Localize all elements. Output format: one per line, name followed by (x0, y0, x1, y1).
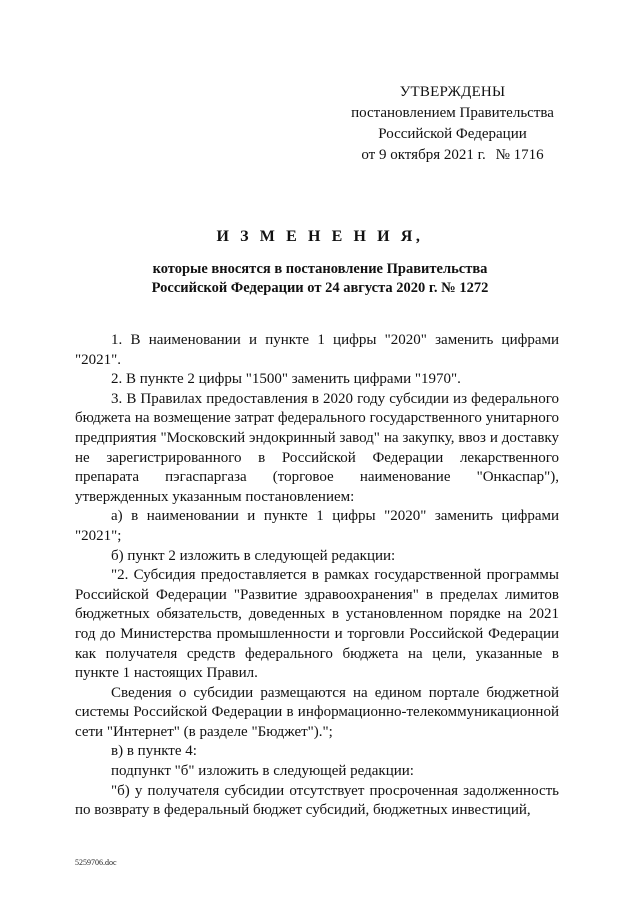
paragraph-2: 2. В пункте 2 цифры "1500" заменить цифрами "1970". (111, 371, 461, 388)
document-title: И З М Е Н Е Н И Я, (216, 228, 424, 245)
footer-filename: 5259706.doc (75, 858, 117, 867)
paragraph-3c-sub: подпункт "б" изложить в следующей редакции: (111, 763, 414, 780)
paragraph-3c-text: "б) у получателя субсидии отсутствует просроченная задолженность по возврату в федеральный бюджет субсидий, бюджетных инвестиций, (75, 782, 559, 819)
approved-label: УТВЕРЖДЕНЫ (399, 84, 506, 100)
document-subtitle (60, 260, 580, 298)
paragraph-3c: в) в пункте 4: (111, 743, 197, 760)
document-heading (60, 226, 580, 298)
paragraph-1: 1. В наименовании и пункте 1 цифры "2020" заменить цифрами "2021". (75, 332, 559, 368)
subtitle-line-2: Российской Федерации от 24 августа 2020 г. № 1272 (151, 280, 489, 296)
paragraph-3a: а) в наименовании и пункте 1 цифры "2020" заменить цифрами "2021"; (75, 508, 559, 544)
approved-country-line: Российской Федерации (378, 126, 527, 142)
approved-by-line: постановлением Правительства (351, 105, 554, 121)
approved-number: № 1716 (495, 147, 544, 163)
paragraph-3b: б) пункт 2 изложить в следующей редакции: (111, 547, 396, 564)
paragraph-3b-info: Сведения о субсидии размещаются на едином портале бюджетной системы Российской Федерации в информационно-телекоммуникационной сети "Интернет" (в разделе "Бюджет")."; (75, 684, 559, 740)
paragraph-3: 3. В Правилах предоставления в 2020 году субсидии из федерального бюджета на возмещение затрат федерального государственного унитарного предприятия "Московский эндокринный завод" на закупку, ввоз и доставку не зарегистрированного в Российской Федерации лекарственного препарата пэгаспаргаза (торговое наименование "Онкаспар"), утвержденных указанным постановлением: (75, 390, 559, 505)
subtitle-line-1: которые вносятся в постановление Правительства (152, 261, 488, 277)
approved-date-row (330, 145, 575, 166)
document-body (75, 331, 559, 821)
approved-date: от 9 октября 2021 г. (361, 147, 486, 163)
approval-stamp (330, 82, 575, 166)
paragraph-3b-text: "2. Субсидия предоставляется в рамках государственной программы Российской Федерации "Развитие здравоохранения" в пределах лимитов бюджетных обязательств, доведенных в установленном порядке на 2021 год до Министерства промышленности и торговли Российской Федерации как получателя средств федерального бюджета на цели, указанные в пункте 1 настоящих Правил. (75, 567, 559, 682)
